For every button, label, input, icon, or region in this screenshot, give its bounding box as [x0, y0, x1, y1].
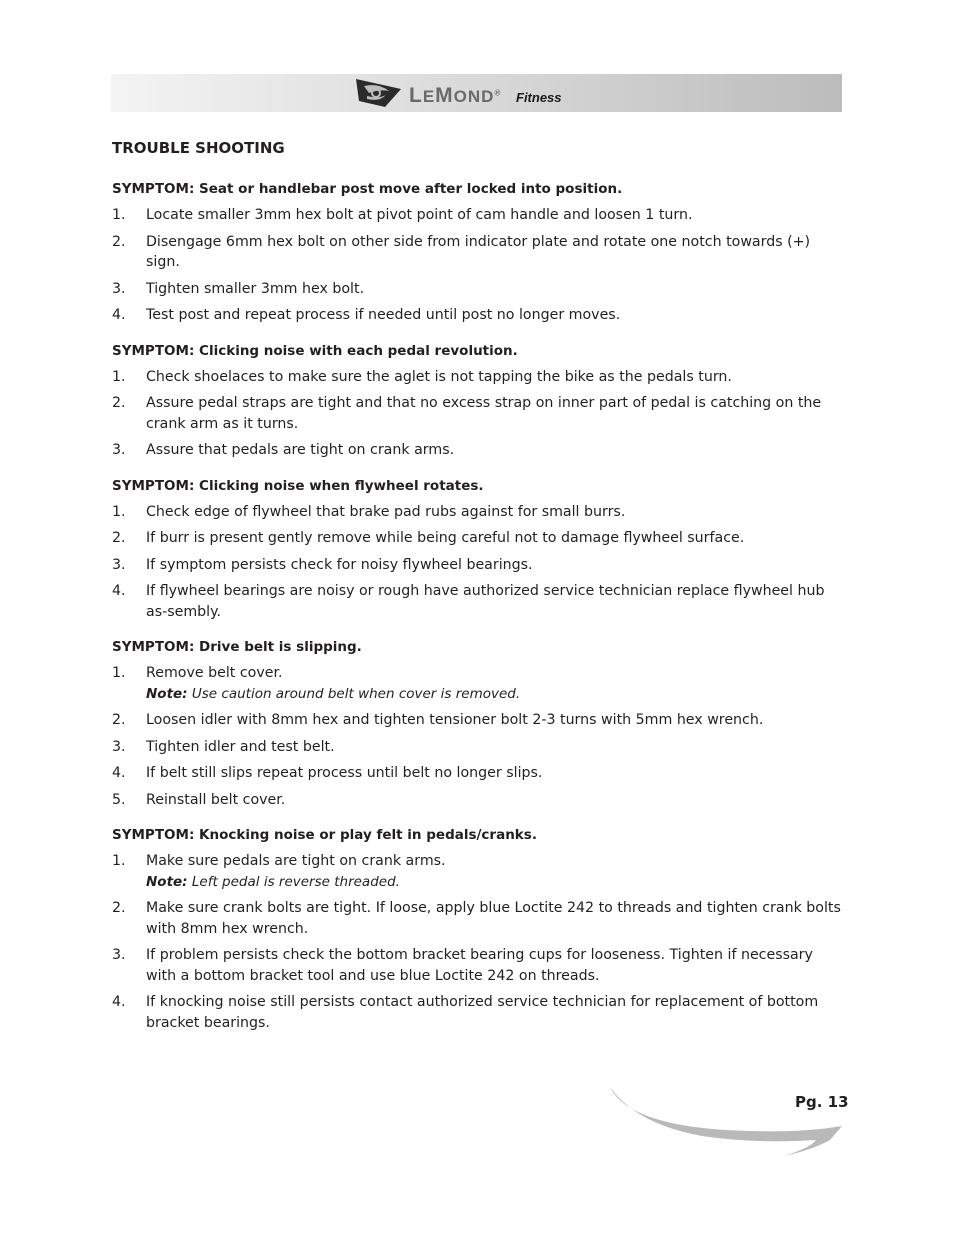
step-number: 2.: [112, 900, 126, 916]
steps-list: [112, 205, 844, 326]
list-item: [112, 305, 844, 326]
list-item: [112, 440, 844, 461]
troubleshooting-sections: [112, 179, 844, 1033]
step-number: 4.: [112, 307, 126, 323]
step-text: Loosen idler with 8mm hex and tighten tensioner bolt 2-3 turns with 5mm hex wrench.: [146, 712, 764, 728]
step-number: 2.: [112, 395, 126, 411]
step-number: 3.: [112, 442, 126, 458]
steps-list: [112, 851, 844, 1033]
step-text: Test post and repeat process if needed until post no longer moves.: [146, 307, 621, 323]
step-number: 4.: [112, 994, 126, 1010]
list-item: [112, 502, 844, 523]
note-text: Left pedal is reverse threaded.: [191, 873, 400, 890]
symptom-section: [112, 341, 844, 461]
note-label: Note:: [146, 685, 188, 702]
step-text: Make sure crank bolts are tight. If loose, apply blue Loctite 242 to threads and tighten crank bolts with 8mm hex wrench.: [146, 900, 841, 937]
page-number: Pg. 13: [795, 1093, 849, 1111]
step-number: 3.: [112, 556, 126, 573]
list-item: [112, 367, 844, 388]
symptom-heading: SYMPTOM: Clicking noise with each pedal revolution.: [112, 342, 518, 359]
list-item: [112, 279, 844, 300]
list-item: [112, 763, 844, 784]
list-item: [112, 555, 844, 576]
step-number: 1.: [112, 368, 126, 385]
list-item: [112, 663, 844, 704]
list-item: [112, 851, 844, 892]
content: [112, 137, 844, 1048]
step-text: If problem persists check the bottom bracket bearing cups for looseness. Tighten if necessary with a bottom bracket tool and use blue Loctite 242 on threads.: [146, 947, 813, 984]
step-text: Tighten idler and test belt.: [146, 738, 335, 755]
symptom-section: [112, 825, 844, 1033]
step-number: 4.: [112, 765, 126, 781]
step-number: 5.: [112, 791, 126, 808]
steps-list: [112, 367, 844, 461]
step-text: Locate smaller 3mm hex bolt at pivot point of cam handle and loosen 1 turn.: [146, 207, 693, 223]
symptom-heading: SYMPTOM: Clicking noise when flywheel rotates.: [112, 477, 484, 494]
note-label: Note:: [146, 873, 188, 890]
step-text: Reinstall belt cover.: [146, 791, 286, 808]
logo-fitness-text: Fitness: [516, 90, 562, 105]
steps-list: [112, 663, 844, 810]
list-item: [112, 205, 844, 226]
step-number: 1.: [112, 665, 126, 681]
list-item: [112, 710, 844, 731]
symptom-section: [112, 637, 844, 810]
step-text: If burr is present gently remove while being careful not to damage flywheel surface.: [146, 530, 745, 546]
step-number: 3.: [112, 947, 126, 963]
step-number: 2.: [112, 233, 126, 250]
list-item: [112, 992, 844, 1033]
note-text: Use caution around belt when cover is removed.: [191, 685, 521, 702]
symptom-heading: SYMPTOM: Knocking noise or play felt in pedals/cranks.: [112, 827, 537, 843]
step-number: 1.: [112, 503, 126, 520]
list-item: [112, 790, 844, 811]
step-text: Assure pedal straps are tight and that no excess strap on inner part of pedal is catching on the crank arm as it turns.: [146, 395, 822, 432]
step-note: [146, 684, 844, 705]
step-text: Remove belt cover.: [146, 665, 283, 681]
symptom-section: [112, 179, 844, 326]
lemond-swoosh-icon: [355, 77, 407, 109]
list-item: [112, 737, 844, 758]
step-number: 1.: [112, 207, 126, 223]
list-item: [112, 898, 844, 939]
step-text: Check edge of flywheel that brake pad rubs against for small burrs.: [146, 503, 626, 520]
step-number: 3.: [112, 280, 126, 297]
symptom-heading: SYMPTOM: Drive belt is slipping.: [112, 639, 362, 655]
list-item: [112, 528, 844, 549]
step-text: If knocking noise still persists contact authorized service technician for replacement of bottom bracket bearings.: [146, 994, 819, 1031]
list-item: [112, 232, 844, 273]
step-text: Make sure pedals are tight on crank arms.: [146, 853, 446, 869]
step-number: 2.: [112, 530, 126, 546]
step-number: 3.: [112, 738, 126, 755]
lemond-logo: [355, 77, 615, 109]
logo-wordmark: LEMOND®: [409, 84, 502, 107]
step-text: Check shoelaces to make sure the aglet is not tapping the bike as the pedals turn.: [146, 368, 732, 385]
step-text: If symptom persists check for noisy flywheel bearings.: [146, 556, 533, 573]
list-item: [112, 393, 844, 434]
list-item: [112, 945, 844, 986]
step-number: 2.: [112, 712, 126, 728]
list-item: [112, 581, 844, 622]
step-note: [146, 872, 844, 893]
step-text: If flywheel bearings are noisy or rough have authorized service technician replace flywheel hub as-sembly.: [146, 583, 825, 620]
symptom-section: [112, 476, 844, 623]
step-number: 4.: [112, 583, 126, 599]
step-text: Assure that pedals are tight on crank arms.: [146, 442, 455, 458]
step-text: If belt still slips repeat process until belt no longer slips.: [146, 765, 543, 781]
steps-list: [112, 502, 844, 623]
step-text: Tighten smaller 3mm hex bolt.: [146, 280, 365, 297]
symptom-heading: SYMPTOM: Seat or handlebar post move after locked into position.: [112, 181, 623, 197]
page-title: TROUBLE SHOOTING: [112, 139, 285, 157]
header-bar: [111, 74, 842, 112]
step-text: Disengage 6mm hex bolt on other side from indicator plate and rotate one notch towards (+) sign.: [146, 233, 811, 270]
step-number: 1.: [112, 853, 126, 869]
